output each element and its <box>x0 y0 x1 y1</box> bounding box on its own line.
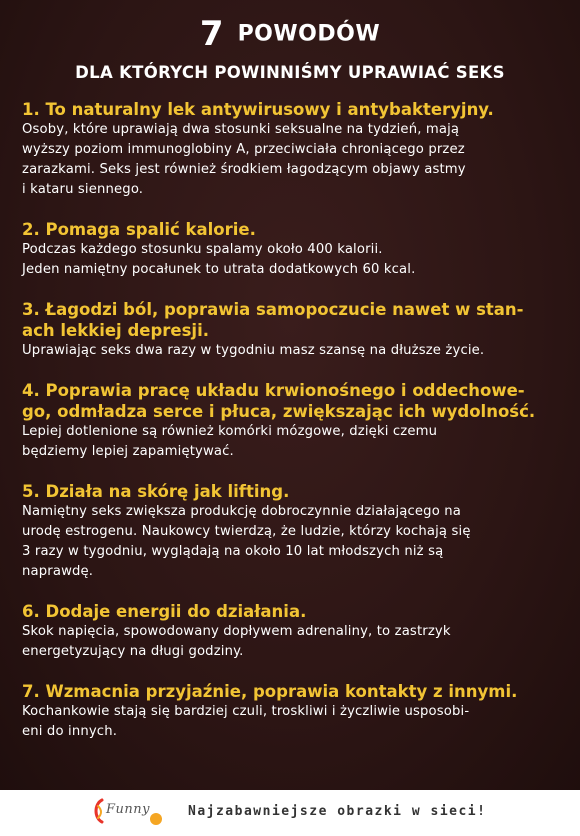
reasons-list <box>22 99 562 761</box>
reason-body <box>22 422 562 462</box>
reason-line: 3 razy w tygodniu, wyglądają na około 10 lat młodszych niż są <box>22 544 444 559</box>
title-word: POWODÓW <box>237 21 381 47</box>
reason-heading-line: ach lekkiej depresji. <box>22 321 209 340</box>
reason-line: będziemy lepiej zapamiętywać. <box>22 444 234 459</box>
reason-item-1 <box>22 99 562 200</box>
logo-dot-icon <box>150 813 162 825</box>
funny-logo[interactable] <box>88 792 168 832</box>
reason-line: Podczas każdego stosunku spalamy około 400 kalorii. <box>22 242 383 257</box>
reason-body <box>22 341 562 361</box>
reason-heading <box>22 299 562 341</box>
reason-line: urodę estrogenu. Naukowcy twierdzą, że ludzie, którzy kochają się <box>22 524 471 539</box>
reason-line: naprawdę. <box>22 564 94 579</box>
reason-heading: 1. To naturalny lek antywirusowy i antybakteryjny. <box>22 100 494 119</box>
footer-tagline: Najzabawniejsze obrazki w sieci! <box>188 804 487 819</box>
reason-line: Osoby, które uprawiają dwa stosunki seksualne na tydzień, mają <box>22 122 460 137</box>
reason-body <box>22 502 562 582</box>
reason-line: Kochankowie stają się bardziej czuli, troskliwi i życzliwie usposobi- <box>22 704 470 719</box>
reason-line: wyższy poziom immunoglobiny A, przeciwciała chroniącego przez <box>22 142 465 157</box>
reason-item-4 <box>22 380 562 462</box>
reason-line: Namiętny seks zwiększa produkcję dobroczynnie działającego na <box>22 504 461 519</box>
reason-body <box>22 622 562 662</box>
reason-line: Skok napięcia, spowodowany dopływem adrenaliny, to zastrzyk <box>22 624 451 639</box>
reason-item-3 <box>22 299 562 361</box>
subtitle: DLA KTÓRYCH POWINNIŚMY UPRAWIAĆ SEKS <box>75 63 505 82</box>
reason-heading <box>22 380 562 422</box>
reason-heading-line: go, odmładza serce i płuca, zwiększając ich wydolność. <box>22 402 536 421</box>
reason-item-6 <box>22 601 562 662</box>
title-row <box>0 14 580 54</box>
reason-heading-line: 4. Poprawia pracę układu krwionośnego i oddechowe- <box>22 381 525 400</box>
logo-text: Funny <box>106 802 150 817</box>
reason-line: Lepiej dotlenione są również komórki mózgowe, dzięki czemu <box>22 424 438 439</box>
reason-line: Jeden namiętny pocałunek to utrata dodatkowych 60 kcal. <box>22 262 416 277</box>
reason-body <box>22 120 562 200</box>
reason-body <box>22 240 562 280</box>
reason-heading: 2. Pomaga spalić kalorie. <box>22 220 256 239</box>
reason-item-5 <box>22 481 562 582</box>
reason-heading: 6. Dodaje energii do działania. <box>22 602 307 621</box>
reason-line: i kataru siennego. <box>22 182 144 197</box>
reason-line: zarazkami. Seks jest również środkiem łagodzącym objawy astmy <box>22 162 466 177</box>
reason-body <box>22 702 562 742</box>
reason-heading: 5. Działa na skórę jak lifting. <box>22 482 290 501</box>
reason-item-7 <box>22 681 562 742</box>
footer-bar <box>0 790 580 834</box>
reason-line: energetyzujący na długi godziny. <box>22 644 244 659</box>
reason-item-2 <box>22 219 562 280</box>
reason-heading-line: 3. Łagodzi ból, poprawia samopoczucie nawet w stan- <box>22 300 524 319</box>
reason-heading: 7. Wzmacnia przyjaźnie, poprawia kontakty z innymi. <box>22 682 518 701</box>
reason-line: eni do innych. <box>22 724 118 739</box>
title-number: 7 <box>199 14 224 54</box>
reason-line: Uprawiając seks dwa razy w tygodniu masz szansę na dłuższe życie. <box>22 343 485 358</box>
